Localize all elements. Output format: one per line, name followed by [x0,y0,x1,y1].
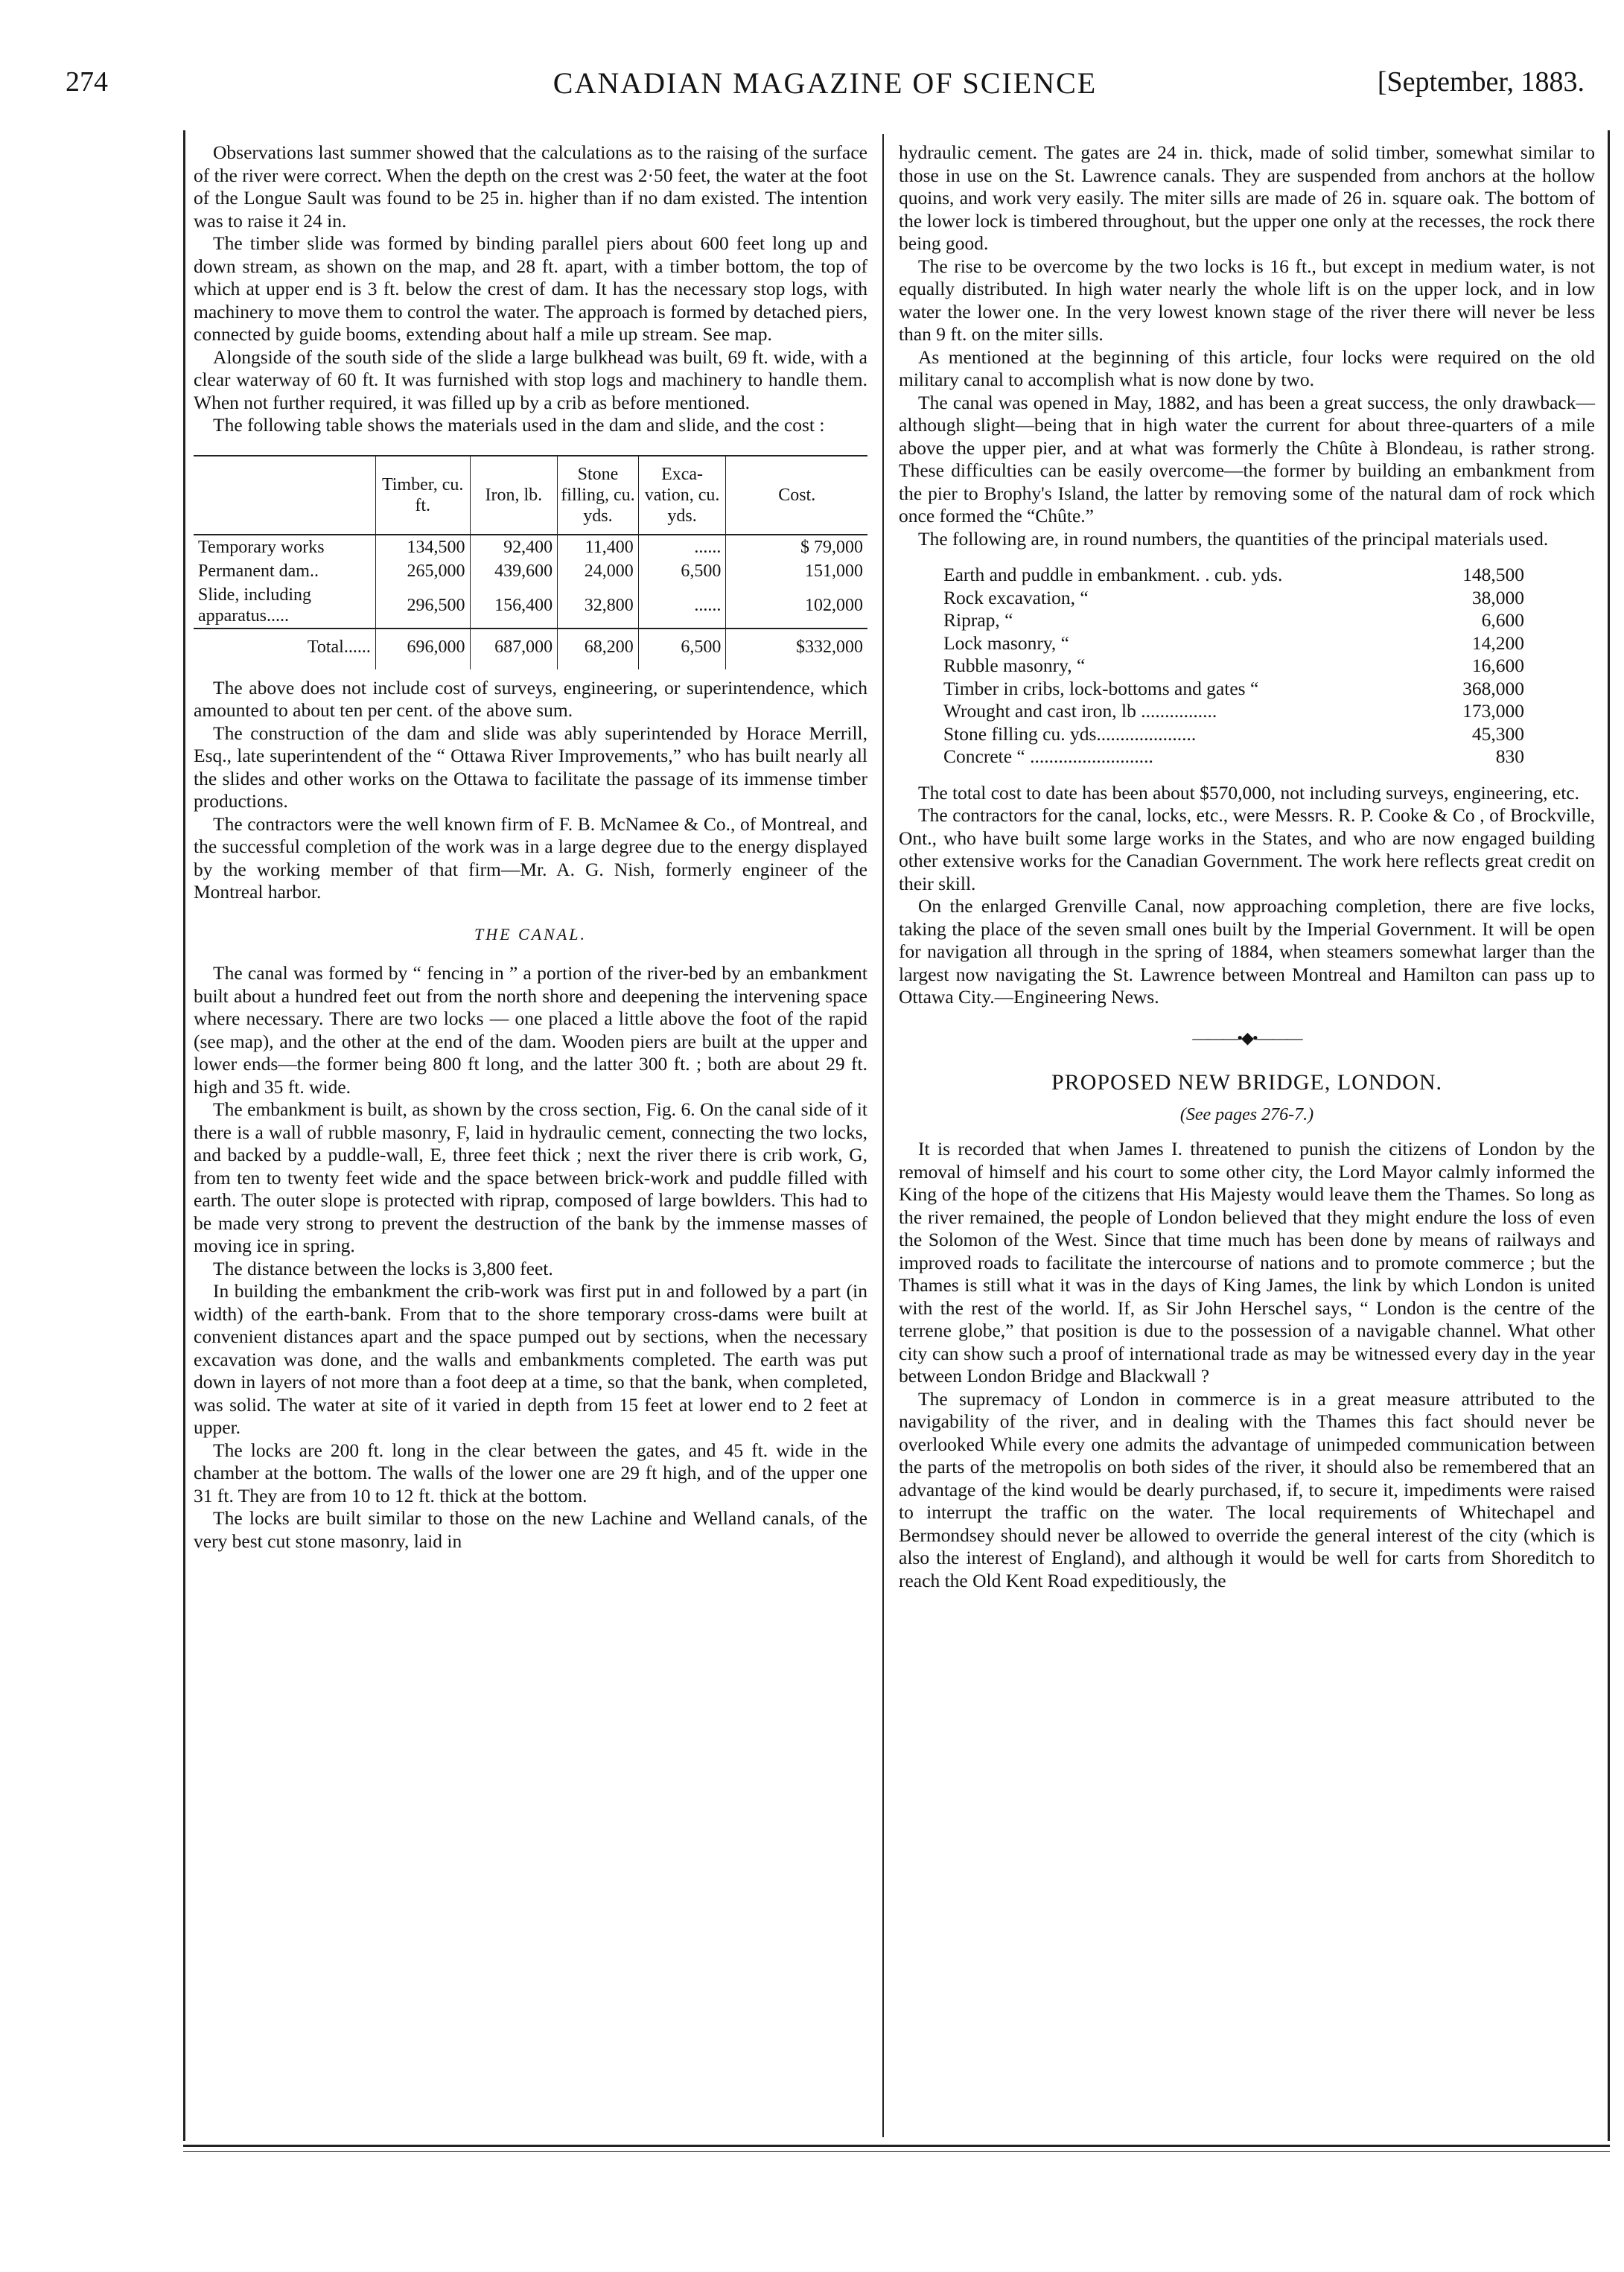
quantity-label: Earth and puddle in embankment. . cub. yds. [943,564,1283,585]
article-title: PROPOSED NEW BRIDGE, LONDON. [1051,1070,1442,1095]
table-cell: 11,400 [558,535,639,559]
paragraph: Alongside of the south side of the slide a large bulkhead was built, 69 ft. wide, with a clear waterway of 60 ft. It was furnished with stop logs and machinery to handle them. When not further required, it was filled up by a crib as before mentioned. [194,346,867,413]
paragraph: The locks are built similar to those on the new Lachine and Welland canals, of the very best cut stone masonry, laid in [194,1507,867,1552]
frame-bottom-rule [183,2145,1610,2147]
table-cell: 32,800 [558,583,639,629]
table-cell: 151,000 [726,559,867,583]
table-cell: 134,500 [375,535,470,559]
list-item [943,700,1524,723]
paragraph: The above does not include cost of surveys, engineering, or superintendence, which amounted to about ten per cent. of the above sum. [194,676,867,721]
paragraph: hydraulic cement. The gates are 24 in. thick, made of solid timber, somewhat similar to those in use on the St. Lawrence canals. They are suspended from anchors at the hollow quoins, and work very easily. The miter sills are made of 26 in. square oak. The bottom of the lower lock is timbered throughout, but the upper one only at the recesses, the rock there being good. [899,141,1595,254]
list-item [943,678,1524,701]
quantity-label: Lock masonry, “ [943,631,1069,654]
paragraph: As mentioned at the beginning of this article, four locks were required on the old military canal to accomplish what is now done by two. [899,346,1595,390]
table-total-row [194,629,867,669]
paragraph: The construction of the dam and slide was ably superintended by Horace Merrill, Esq., late superintendent of the “ Ottawa River Improvements,” who has built nearly all the slides and other works on the Ottawa to facilitate the passage of its immense timber productions. [194,722,867,812]
quantity-value: 14,200 [1471,631,1524,654]
table-header-cell: Timber, cu. ft. [375,456,470,535]
quantity-label: Concrete “ .......................... [943,745,1153,767]
paragraph: The total cost to date has been about $570,000, not including surveys, engineering, etc. [918,781,1580,804]
paragraph: On the enlarged Grenville Canal, now approaching completion, there are five locks, taking the place of the seven small ones built by the Imperial Government. It will be open for navigation all through in the spring of 1884, when steamers somewhat larger than the largest now navigating the St. Lawrence between Montreal and Hamilton can pass up to Ottawa City.—Engineering News. [899,895,1595,1008]
left-column [194,141,867,1553]
table-cell: 439,600 [470,559,558,583]
paragraph: The canal was opened in May, 1882, and has been a great success, the only drawback—although slight—being that in high water the current for about three-quarters of a mile above the upper pier, and at what was formerly the Chûte à Blondeau, is rather strong. These difficulties can be easily overcome—the former by building an embankment from the pier to Brophy's Island, the latter by removing some of the natural dam of rock which once formed the “Chûte.” [899,391,1595,526]
list-item [943,655,1524,678]
paragraph: Observations last summer showed that the calculations as to the raising of the surface of the river were correct. When the depth on the crest was 2·50 feet, the water at the foot of the Longue Sault was found to be 25 in. higher than if no dam existed. The intention was to raise it 24 in. [194,141,867,232]
table-row [194,583,867,629]
table-cell: Total...... [194,629,375,669]
frame-bottom-rule-thin [183,2151,1610,2152]
quantity-label: Rubble masonry, “ [943,655,1086,676]
list-item [943,609,1524,632]
table-header-cell: Stone filling, cu. yds. [558,456,639,535]
article-subtitle: (See pages 276-7.) [1179,1104,1314,1124]
table-cell: 24,000 [558,559,639,583]
quantity-value: 38,000 [1471,586,1524,608]
paragraph: In building the embankment the crib-work was first put in and followed by a part (in width) of the earth-bank. From that to the shore temporary cross-dams were built at convenient distances apart and the space pumped out by sections, when the necessary excavation was done, and the walls and embankments completed. The earth was put down in layers of not more than a foot deep at a time, so that the bank, when completed, was solid. The water at site of it varied in depth from 15 feet at lower end to 2 feet at upper. [194,1280,867,1438]
paragraph: The following table shows the materials used in the dam and slide, and the cost : [213,414,825,436]
quantity-label: Stone filling cu. yds..................... [943,722,1197,745]
table-row [194,535,867,559]
list-item [943,745,1524,769]
table-cell: 696,000 [375,629,470,669]
table-cell: $ 79,000 [726,535,867,559]
paragraph: It is recorded that when James I. threatened to punish the citizens of London by the removal of himself and his court to some other city, the Lord Mayor calmly informed the King of the hope of the citizens that His Majesty would leave them the Thames. So long as the river remained, the people of London believed that they might endure the loss of even the Solomon of the West. Since that time much has been done by means of railways and improved roads to facilitate the intercourse of nations and to promote commerce ; but the Thames is still what it was in the days of King James, the link by which London is united with the rest of the world. If, as Sir John Herschel says, “ London is the centre of the terrene globe,” that position is due to the possession of a navigable channel. What other city can show such a proof of international trade as may be witnessed every day in the year between London Bridge and Blackwall ? [899,1138,1595,1387]
quantity-value: 830 [1495,745,1524,767]
quantity-value: 16,600 [1471,655,1524,676]
table-header-cell: Cost. [726,456,867,535]
page-number: 274 [66,66,108,98]
quantity-label: Rock excavation, “ [943,586,1089,608]
quantity-value: 45,300 [1471,722,1524,745]
table-cell: 102,000 [726,583,867,629]
quantity-value: 173,000 [1462,700,1524,722]
page-header [66,66,1585,110]
table-cell: Permanent dam.. [198,561,319,581]
table-cell: ...... [638,583,726,629]
paragraph: The distance between the locks is 3,800 feet. [213,1257,553,1279]
table-cell: 265,000 [375,559,470,583]
paragraph: The embankment is built, as shown by the cross section, Fig. 6. On the canal side of it there is a wall of rubble masonry, F, laid in hydraulic cement, connecting the two locks, and backed by a puddle-wall, E, three feet thick ; next the river there is crib work, G, from ten to twenty feet wide and the space between brick-work and puddle filled with earth. The outer slope is protected with riprap, composed of large bowlders. This had to be made very strong to prevent the destruction of the bank by the immense masses of moving ice in spring. [194,1098,867,1256]
paragraph: The timber slide was formed by binding parallel piers about 600 feet long up and down stream, as shown on the map, and 28 ft. apart, with a timber bottom, the top of which at upper end is 3 ft. below the crest of dam. It has the necessary stop logs, with machinery to move them to control the water. The approach is formed by detached piers, connected by guide booms, extending about half a mile up stream. See map. [194,232,867,345]
paragraph: The contractors were the well known firm of F. B. McNamee & Co., of Montreal, and the successful completion of the work was in a large degree due to the energy displayed by the working member of that firm—Mr. A. G. Nish, formerly engineer of the Montreal harbor. [194,812,867,903]
table-header-cell: Iron, lb. [470,456,558,535]
quantities-list [943,564,1524,769]
table-cell: $332,000 [726,629,867,669]
table-cell: 6,500 [638,559,726,583]
paragraph: The contractors for the canal, locks, etc., were Messrs. R. P. Cooke & Co , of Brockville, Ont., who have built some large works in the States, and who are now engaged building other extensive works for the Canadian Government. The work here reflects great credit on their skill. [899,804,1595,894]
ornament-divider: ———•◆•——— [1192,1028,1302,1047]
table-header-cell [194,456,375,535]
quantity-label: Wrought and cast iron, lb ................ [943,700,1217,722]
list-item [943,632,1524,655]
table-cell: ...... [638,535,726,559]
list-item [943,564,1524,587]
quantity-label: Timber in cribs, lock-bottoms and gates “ [943,677,1259,699]
quantity-value: 368,000 [1462,677,1524,699]
paragraph: The supremacy of London in commerce is in a great measure attributed to the navigability of the river, and in dealing with the Thames this fact should never be overlooked While every one admits the advantage of unimpeded communication between the parts of the metropolis on both sides of the river, it should also be remembered that an advantage of the kind would be dearly purchased, if, to secure it, impediments were raised to interrupt the traffic on the water. The local requirements of Whitechapel and Bermondsey should never be allowed to override the general interest of the city (which is also the interest of England), and although it would be well for carts from Shoreditch to reach the Old Kent Road expeditiously, the [899,1387,1595,1591]
table-cell: 296,500 [375,583,470,629]
list-item [943,587,1524,610]
table-cell: 6,500 [638,629,726,669]
table-cell: 687,000 [470,629,558,669]
running-title: CANADIAN MAGAZINE OF SCIENCE [553,66,1098,100]
issue-date: [September, 1883. [1377,66,1585,98]
materials-cost-table [194,455,867,669]
table-cell: Temporary works [198,537,325,557]
table-row [194,559,867,583]
table-header-cell: Exca-vation, cu. yds. [638,456,726,535]
table-cell: 156,400 [470,583,558,629]
table-header-row [194,456,867,535]
table-cell: Slide, including apparatus..... [198,585,311,626]
materials-table [194,455,867,669]
paragraph: The rise to be overcome by the two locks is 16 ft., but except in medium water, is not equally distributed. In high water nearly the whole lift is on the upper lock, and in low water the lower one. In the very lowest known stage of the river there will never be less than 9 ft. on the miter sills. [899,255,1595,345]
quantity-value: 6,600 [1481,609,1524,631]
table-cell: 68,200 [558,629,639,669]
right-column [899,141,1595,1592]
section-heading: THE CANAL. [474,924,587,944]
paragraph: The locks are 200 ft. long in the clear between the gates, and 45 ft. wide in the chamber at the bottom. The walls of the lower one are 29 ft high, and of the upper one 31 ft. They are from 10 to 12 ft. thick at the bottom. [194,1439,867,1506]
column-divider [882,134,884,2137]
list-item [943,723,1524,746]
paragraph: The following are, in round numbers, the quantities of the principal materials used. [918,527,1549,550]
quantity-label: Riprap, “ [943,609,1013,631]
table-cell: 92,400 [470,535,558,559]
paragraph: The canal was formed by “ fencing in ” a portion of the river-bed by an embankment built about a hundred feet out from the north shore and deepening the intervening space where necessary. There are two locks — one placed a little above the foot of the rapid (see map), and the other at the end of the dam. Wooden piers are built at the upper and lower ends—the former being 800 ft long, and the latter 300 ft. ; both are about 29 ft. high and 35 ft. wide. [194,962,867,1098]
quantity-value: 148,500 [1462,564,1524,585]
